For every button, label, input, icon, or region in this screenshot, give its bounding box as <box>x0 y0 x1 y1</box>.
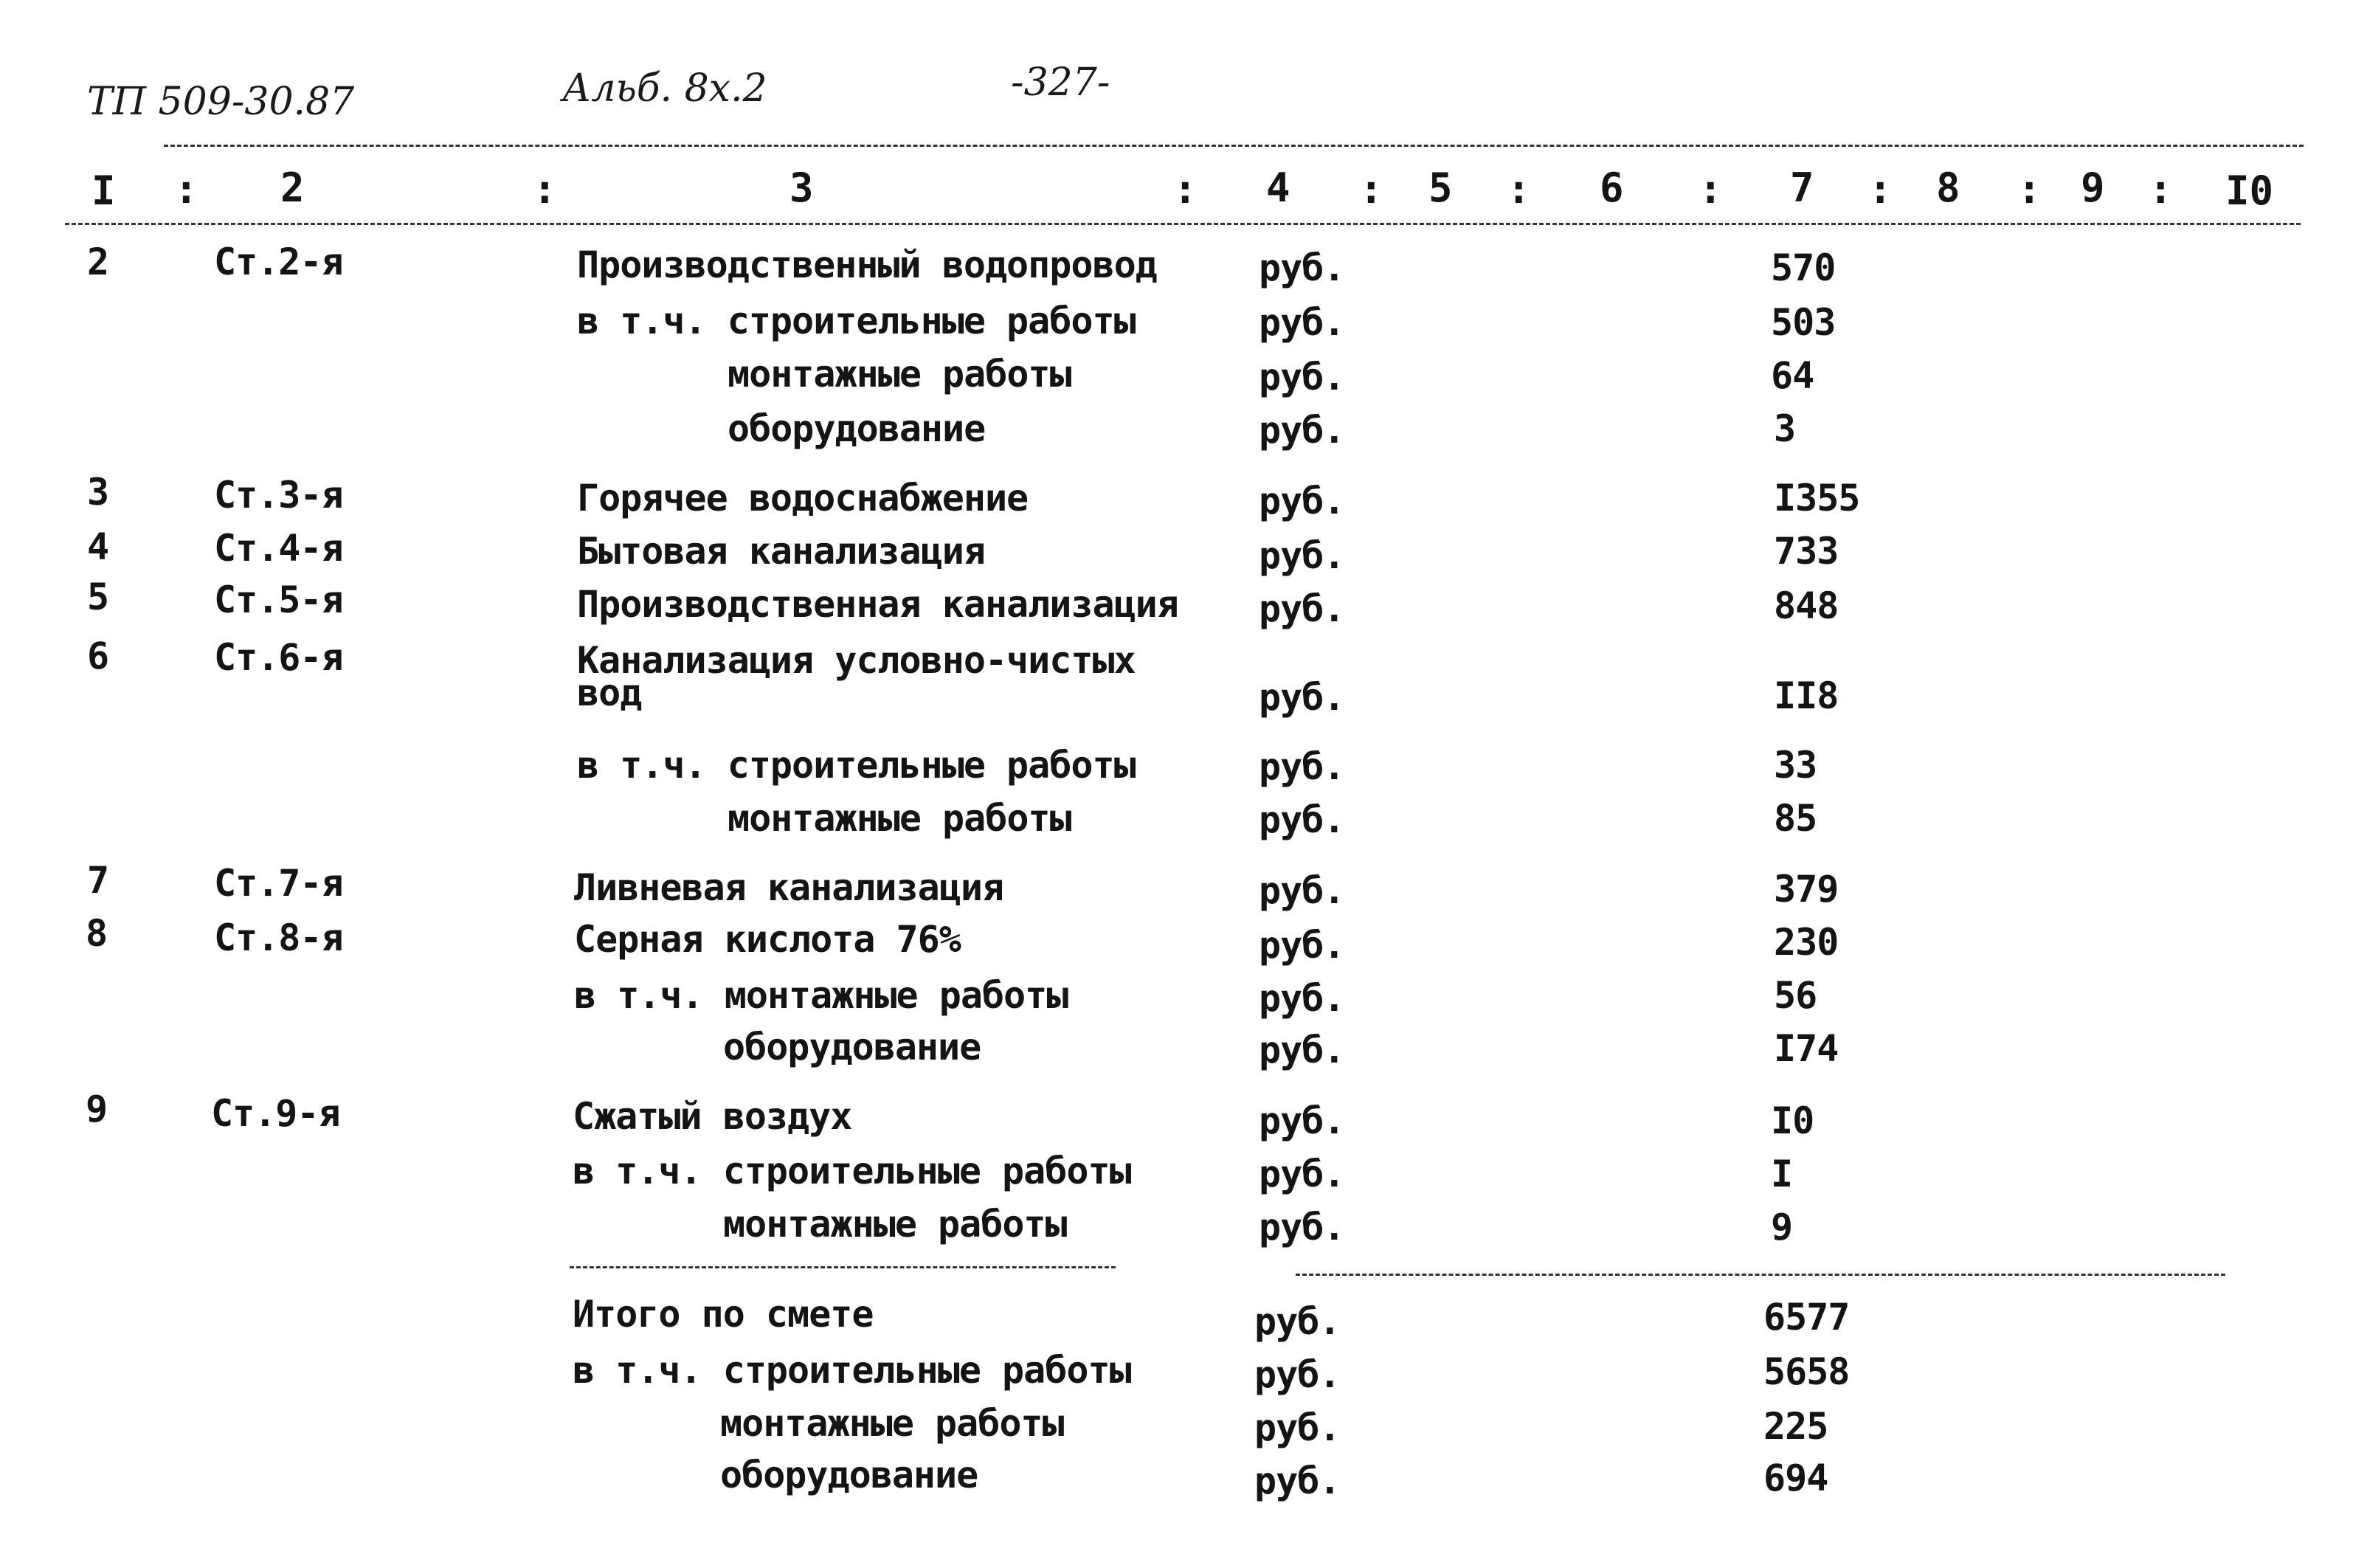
item-name: монтажные работы <box>720 1402 1064 1445</box>
unit: руб. <box>1259 480 1345 522</box>
section-code: Ст.9-я <box>211 1092 340 1135</box>
cost-value: II8 <box>1774 674 1839 717</box>
item-name: монтажные работы <box>723 1203 1067 1246</box>
item-name: в т.ч. строительные работы <box>573 1150 1131 1192</box>
column-separator: : <box>174 166 198 213</box>
column-header-1: I <box>91 167 116 214</box>
item-name: в т.ч. монтажные работы <box>574 974 1068 1017</box>
column-header-4: 4 <box>1266 165 1290 211</box>
unit: руб. <box>1259 246 1345 289</box>
section-code: Ст.6-я <box>214 636 343 679</box>
unit: руб. <box>1254 1300 1341 1343</box>
row-number: 7 <box>87 859 109 902</box>
column-separator: : <box>1699 166 1723 213</box>
page-number: -327- <box>1011 61 1110 105</box>
cost-value: 503 <box>1771 301 1836 344</box>
item-name: Производственная канализация <box>577 583 1178 626</box>
item-name: в т.ч. строительные работы <box>577 300 1136 342</box>
unit: руб. <box>1259 798 1345 841</box>
cost-value: 379 <box>1774 868 1839 911</box>
unit: руб. <box>1259 587 1345 630</box>
item-name: Горячее водоснабжение <box>577 477 1029 519</box>
item-name: оборудование <box>720 1454 978 1496</box>
header-top-rule <box>164 145 2304 147</box>
total-label: Итого по смете <box>573 1293 874 1336</box>
column-separator: : <box>1507 166 1531 213</box>
item-name: Бытовая канализация <box>577 530 985 573</box>
cost-value: 570 <box>1771 246 1836 289</box>
totals-divider-right <box>1296 1274 2225 1276</box>
column-header-5: 5 <box>1428 165 1453 211</box>
unit: руб. <box>1254 1353 1341 1396</box>
column-header-7: 7 <box>1790 165 1814 211</box>
unit: руб. <box>1259 1099 1345 1142</box>
section-code: Ст.5-я <box>214 578 343 621</box>
item-name: оборудование <box>723 1026 981 1068</box>
section-code: Ст.3-я <box>214 474 343 517</box>
cost-value: 33 <box>1774 744 1817 787</box>
column-separator: : <box>1868 166 1893 213</box>
total-value: 6577 <box>1763 1296 1850 1339</box>
unit: руб. <box>1259 924 1345 967</box>
document-code: ТП 509-30.87 <box>87 80 355 124</box>
row-number: 4 <box>87 525 109 568</box>
column-header-6: 6 <box>1600 165 1624 211</box>
column-header-9: 9 <box>2081 165 2105 211</box>
column-header-2: 2 <box>280 165 305 211</box>
row-number: 3 <box>87 471 109 514</box>
cost-value: 3 <box>1774 407 1796 450</box>
section-code: Ст.7-я <box>214 862 343 905</box>
unit: руб. <box>1259 977 1345 1020</box>
section-code: Ст.2-я <box>214 241 343 283</box>
unit: руб. <box>1259 356 1345 398</box>
unit: руб. <box>1259 409 1345 452</box>
item-name: в т.ч. строительные работы <box>577 744 1136 787</box>
cost-value: 85 <box>1774 797 1817 840</box>
item-name: Ливневая канализация <box>574 866 1004 909</box>
item-name: монтажные работы <box>728 797 1071 840</box>
row-number: 5 <box>87 576 109 618</box>
column-separator: : <box>1173 166 1198 213</box>
unit: руб. <box>1259 534 1345 577</box>
header-bottom-rule <box>65 223 2301 225</box>
item-name: оборудование <box>728 407 986 450</box>
total-value: 225 <box>1763 1405 1828 1448</box>
unit: руб. <box>1259 301 1345 344</box>
column-header-3: 3 <box>789 165 814 211</box>
unit: руб. <box>1259 1029 1345 1071</box>
cost-value: I355 <box>1774 477 1860 519</box>
row-number: 6 <box>87 635 109 677</box>
column-separator: : <box>1359 166 1383 213</box>
total-value: 694 <box>1763 1457 1828 1499</box>
item-name: Серная кислота 76% <box>574 918 961 961</box>
cost-value: I0 <box>1771 1099 1814 1142</box>
cost-value: I74 <box>1774 1027 1839 1070</box>
item-name: в т.ч. строительные работы <box>573 1349 1131 1392</box>
unit: руб. <box>1259 676 1345 719</box>
item-name: монтажные работы <box>728 353 1071 396</box>
unit: руб. <box>1254 1460 1341 1502</box>
item-name: Канализация условно-чистых <box>577 639 1136 682</box>
cost-value: 9 <box>1771 1206 1793 1248</box>
unit: руб. <box>1259 745 1345 788</box>
column-header-10: I0 <box>2225 167 2274 214</box>
total-value: 5658 <box>1763 1350 1850 1393</box>
item-name-continuation: вод <box>577 671 642 714</box>
cost-value: I <box>1771 1153 1793 1195</box>
item-name: Сжатый воздух <box>573 1095 852 1138</box>
unit: руб. <box>1254 1406 1341 1449</box>
row-number: 2 <box>87 241 109 283</box>
cost-value: 733 <box>1774 530 1839 573</box>
row-number: 8 <box>86 912 108 955</box>
unit: руб. <box>1259 1153 1345 1195</box>
album-reference: Альб. 8х.2 <box>562 66 767 111</box>
column-separator: : <box>2017 166 2042 213</box>
item-name: Производственный водопровод <box>577 244 1157 286</box>
totals-divider-left <box>570 1266 1116 1268</box>
column-separator: : <box>533 166 557 213</box>
section-code: Ст.8-я <box>214 916 343 959</box>
cost-value: 64 <box>1771 354 1814 397</box>
cost-value: 230 <box>1774 921 1839 964</box>
section-code: Ст.4-я <box>214 527 343 570</box>
row-number: 9 <box>86 1088 108 1130</box>
cost-value: 848 <box>1774 584 1839 627</box>
column-header-8: 8 <box>1936 165 1960 211</box>
unit: руб. <box>1259 869 1345 912</box>
column-separator: : <box>2149 166 2173 213</box>
unit: руб. <box>1259 1206 1345 1248</box>
cost-value: 56 <box>1774 974 1817 1017</box>
